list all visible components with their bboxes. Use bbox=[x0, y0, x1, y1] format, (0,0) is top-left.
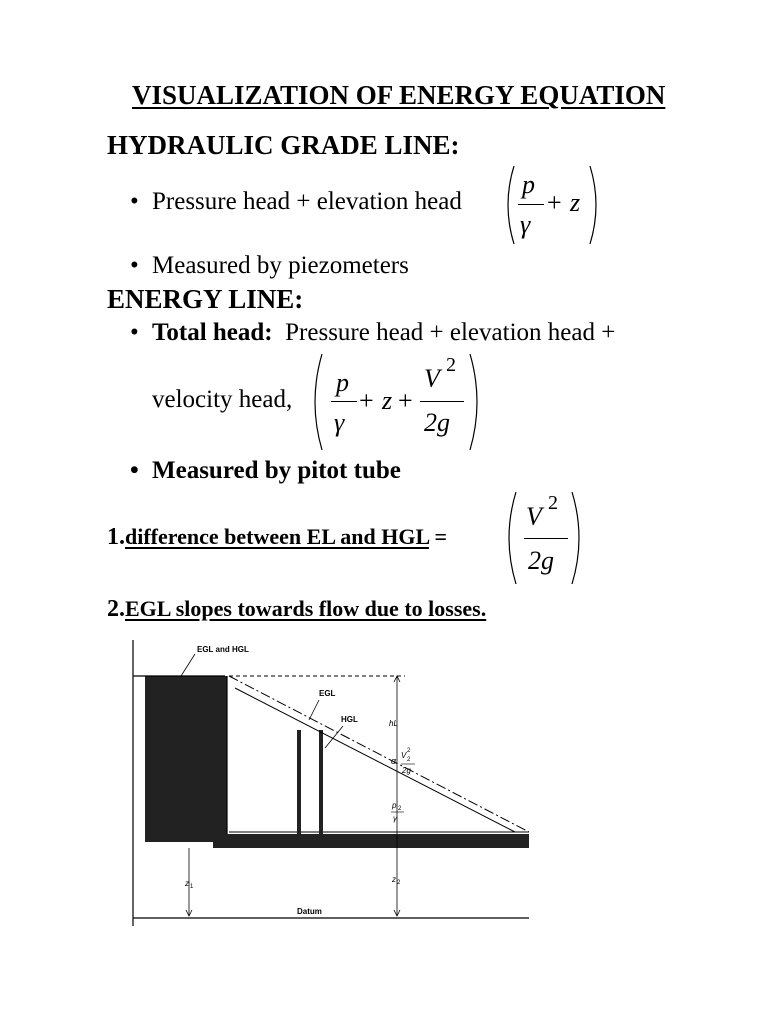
fig-label-hl: hL bbox=[389, 719, 398, 728]
hgl-bullet-2-text: Measured by piezometers bbox=[152, 252, 409, 279]
fig-label-alpha: α bbox=[391, 756, 397, 766]
point-1-equals: = bbox=[434, 524, 447, 549]
point-1-text: difference between EL and HGL bbox=[125, 524, 429, 549]
el-heading: ENERGY LINE: bbox=[107, 284, 304, 314]
bullet-icon: • bbox=[130, 457, 139, 484]
fig-label-z2-sub: 2 bbox=[397, 880, 401, 886]
el-formula-parens bbox=[306, 350, 486, 454]
point-2-text: EGL slopes towards flow due to losses. bbox=[125, 596, 487, 621]
fig-label-v2-sup: 2 bbox=[407, 748, 411, 754]
el-bullet-1-bold: Total head: bbox=[152, 319, 273, 346]
fig-label-egl: EGL bbox=[319, 689, 336, 698]
el-bullet-1 bbox=[130, 319, 615, 347]
hgl-bullet-1-text: Pressure head + elevation head bbox=[152, 188, 462, 215]
fig-label-z2: z bbox=[392, 875, 396, 884]
fig-label-2g: 2g bbox=[402, 766, 411, 775]
energy-line-figure bbox=[125, 636, 535, 936]
point-2-number: 2. bbox=[107, 596, 125, 622]
bullet-icon: • bbox=[130, 319, 139, 346]
fig-egl-leader bbox=[309, 700, 319, 720]
el-formula-p: p bbox=[336, 368, 349, 397]
fig-label-hgl: HGL bbox=[341, 715, 358, 724]
hgl-formula-plus: + bbox=[547, 188, 562, 217]
velocity-head-2g: 2g bbox=[528, 546, 554, 575]
fig-pipe bbox=[213, 834, 529, 848]
el-bullet-1-line2: velocity head, bbox=[152, 386, 293, 413]
fig-label-p2-sub: 2 bbox=[398, 806, 402, 812]
el-bullet-2-text: Measured by pitot tube bbox=[152, 457, 401, 484]
el-formula-bar-2 bbox=[420, 401, 464, 402]
hgl-bullet-2 bbox=[130, 252, 409, 280]
fig-pitot-tube bbox=[319, 730, 323, 834]
fig-reservoir bbox=[145, 676, 227, 842]
velocity-head-V: V bbox=[526, 502, 542, 531]
page-title: VISUALIZATION OF ENERGY EQUATION bbox=[132, 80, 666, 110]
hgl-formula-gamma: γ bbox=[520, 210, 531, 239]
el-formula-z: z bbox=[382, 386, 393, 415]
fig-label-v2: V bbox=[401, 751, 407, 760]
point-1-number: 1. bbox=[107, 524, 125, 550]
el-bullet-2 bbox=[130, 457, 401, 485]
el-formula-2g: 2g bbox=[424, 408, 450, 437]
el-bullet-1-rest: Pressure head + elevation head + bbox=[285, 319, 616, 346]
el-formula-plus-2: + bbox=[398, 386, 413, 415]
hgl-formula-p: p bbox=[522, 170, 535, 199]
fig-label-gamma: γ bbox=[393, 814, 397, 823]
velocity-head-bar bbox=[524, 538, 568, 539]
fig-label-p2: p bbox=[392, 801, 397, 810]
el-formula-sup: 2 bbox=[446, 354, 456, 376]
fig-hgl-leader bbox=[325, 726, 343, 748]
hgl-bullet-1 bbox=[130, 188, 462, 216]
el-formula-plus-1: + bbox=[359, 386, 374, 415]
fig-piezometer bbox=[297, 730, 301, 834]
point-2 bbox=[107, 596, 486, 623]
hgl-heading: HYDRAULIC GRADE LINE: bbox=[107, 130, 460, 160]
el-formula-bar-1 bbox=[331, 401, 357, 402]
el-formula-gamma: γ bbox=[334, 408, 345, 437]
fig-label-v2-sub: 2 bbox=[407, 757, 411, 763]
velocity-head-sup: 2 bbox=[548, 492, 558, 514]
fig-label-egl-hgl: EGL and HGL bbox=[197, 645, 249, 654]
fig-egl-hgl-leader bbox=[181, 654, 195, 676]
bullet-icon: • bbox=[130, 188, 139, 215]
fig-hgl-line bbox=[235, 688, 515, 832]
el-formula-V: V bbox=[424, 364, 440, 393]
hgl-formula-z: z bbox=[570, 188, 581, 217]
fig-egl-line bbox=[229, 676, 529, 832]
hgl-formula-bar bbox=[518, 204, 544, 205]
bullet-icon: • bbox=[130, 252, 139, 279]
point-1 bbox=[107, 524, 447, 551]
fig-label-z1-sub: 1 bbox=[190, 884, 194, 890]
fig-label-datum: Datum bbox=[297, 907, 322, 916]
fig-label-z1: z bbox=[185, 879, 189, 888]
